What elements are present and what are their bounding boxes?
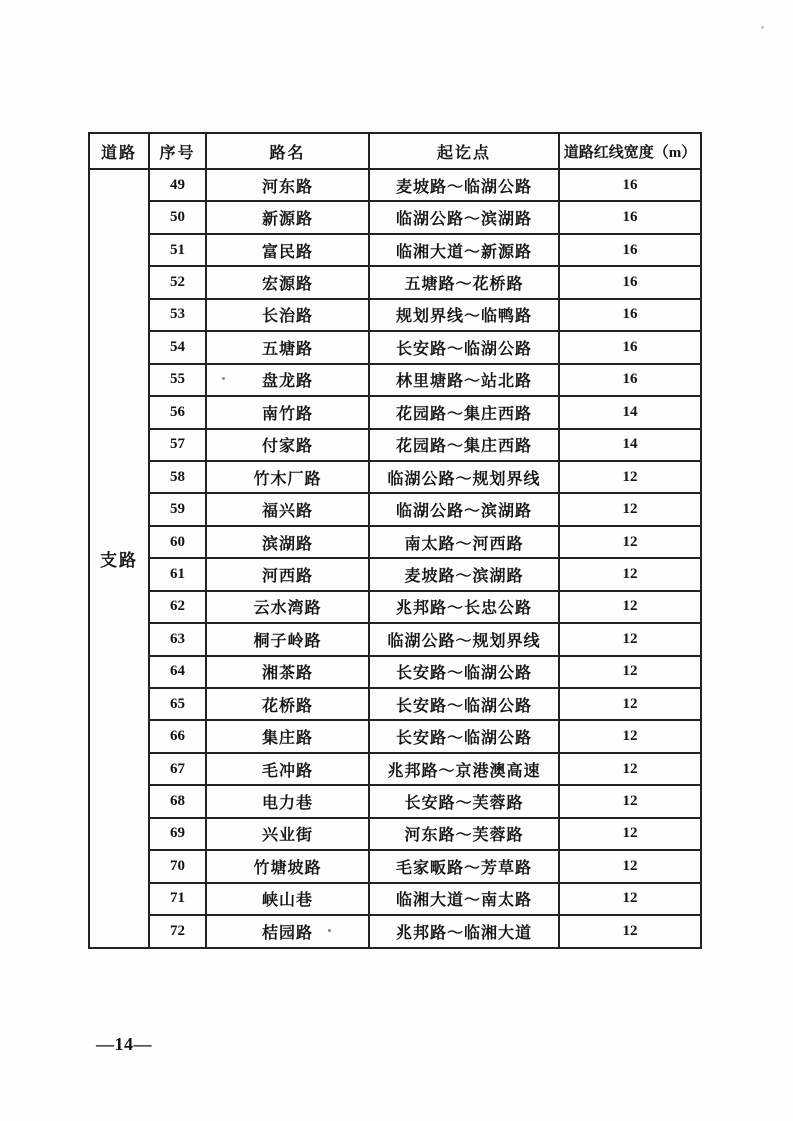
row-number-cell: 54 — [149, 331, 206, 363]
road-width-cell: 16 — [559, 299, 701, 331]
road-extent-cell: 长安路～临湖公路 — [369, 688, 559, 720]
road-extent-cell: 规划界线～临鸭路 — [369, 299, 559, 331]
scan-speck — [761, 26, 764, 29]
road-width-cell: 12 — [559, 493, 701, 525]
road-name-cell: 毛冲路 — [206, 753, 369, 785]
row-number-cell: 72 — [149, 915, 206, 947]
header-road-extent: 起讫点 — [369, 133, 559, 169]
table-row — [89, 753, 701, 785]
road-name-cell: 湘茶路 — [206, 656, 369, 688]
table-row — [89, 169, 701, 201]
road-name-cell: 兴业街 — [206, 818, 369, 850]
road-extent-cell: 兆邦路～临湘大道 — [369, 915, 559, 947]
table-row — [89, 234, 701, 266]
road-extent-cell: 临湖公路～规划界线 — [369, 623, 559, 655]
table-row — [89, 299, 701, 331]
road-extent-cell: 南太路～河西路 — [369, 526, 559, 558]
road-width-cell: 16 — [559, 169, 701, 201]
road-extent-cell: 河东路～芙蓉路 — [369, 818, 559, 850]
row-number-cell: 62 — [149, 591, 206, 623]
road-width-cell: 16 — [559, 331, 701, 363]
road-width-cell: 12 — [559, 461, 701, 493]
header-row — [89, 133, 701, 169]
table-row — [89, 493, 701, 525]
table-row — [89, 883, 701, 915]
page-number: —14— — [96, 1034, 152, 1054]
road-name-cell: 宏源路 — [206, 266, 369, 298]
road-name-cell: 桐子岭路 — [206, 623, 369, 655]
table-row — [89, 266, 701, 298]
road-name-cell: 桔园路 — [206, 915, 369, 947]
row-number-cell: 49 — [149, 169, 206, 201]
table-row — [89, 720, 701, 752]
road-name-cell: 富民路 — [206, 234, 369, 266]
scan-speck — [222, 377, 225, 380]
road-width-cell: 12 — [559, 656, 701, 688]
road-extent-cell: 兆邦路～长忠公路 — [369, 591, 559, 623]
row-number-cell: 63 — [149, 623, 206, 655]
road-name-cell: 河东路 — [206, 169, 369, 201]
table-row — [89, 201, 701, 233]
row-number-cell: 56 — [149, 396, 206, 428]
road-extent-cell: 花园路～集庄西路 — [369, 396, 559, 428]
table-row — [89, 818, 701, 850]
road-name-cell: 长治路 — [206, 299, 369, 331]
road-name-cell: 滨湖路 — [206, 526, 369, 558]
table-row — [89, 591, 701, 623]
road-extent-cell: 长安路～芙蓉路 — [369, 785, 559, 817]
table-row — [89, 915, 701, 947]
road-name-cell: 峡山巷 — [206, 883, 369, 915]
row-number-cell: 60 — [149, 526, 206, 558]
header-road-name: 路名 — [206, 133, 369, 169]
road-name-cell: 南竹路 — [206, 396, 369, 428]
road-width-cell: 12 — [559, 558, 701, 590]
road-width-cell: 12 — [559, 526, 701, 558]
road-width-cell: 12 — [559, 623, 701, 655]
row-number-cell: 61 — [149, 558, 206, 590]
road-extent-cell: 临湖公路～滨湖路 — [369, 201, 559, 233]
table-row — [89, 688, 701, 720]
road-width-cell: 14 — [559, 396, 701, 428]
table-row — [89, 331, 701, 363]
road-width-cell: 16 — [559, 364, 701, 396]
table-row — [89, 461, 701, 493]
row-number-cell: 55 — [149, 364, 206, 396]
road-width-cell: 12 — [559, 591, 701, 623]
row-number-cell: 51 — [149, 234, 206, 266]
road-category-cell: 支路 — [89, 169, 149, 948]
row-number-cell: 67 — [149, 753, 206, 785]
road-extent-cell: 五塘路～花桥路 — [369, 266, 559, 298]
table-row — [89, 526, 701, 558]
road-width-cell: 16 — [559, 201, 701, 233]
road-width-cell: 12 — [559, 688, 701, 720]
road-name-cell: 花桥路 — [206, 688, 369, 720]
road-extent-cell: 兆邦路～京港澳高速 — [369, 753, 559, 785]
row-number-cell: 66 — [149, 720, 206, 752]
row-number-cell: 53 — [149, 299, 206, 331]
road-extent-cell: 长安路～临湖公路 — [369, 720, 559, 752]
road-extent-cell: 林里塘路～站北路 — [369, 364, 559, 396]
table-row — [89, 656, 701, 688]
table-body — [89, 169, 701, 948]
road-table — [88, 132, 702, 949]
road-extent-cell: 临湘大道～新源路 — [369, 234, 559, 266]
row-number-cell: 58 — [149, 461, 206, 493]
road-width-cell: 12 — [559, 720, 701, 752]
table-row — [89, 429, 701, 461]
road-name-cell: 竹塘坡路 — [206, 850, 369, 882]
road-name-cell: 竹木厂路 — [206, 461, 369, 493]
road-extent-cell: 毛家畈路～芳草路 — [369, 850, 559, 882]
road-name-cell: 河西路 — [206, 558, 369, 590]
road-extent-cell: 临湖公路～规划界线 — [369, 461, 559, 493]
road-name-cell: 新源路 — [206, 201, 369, 233]
road-width-cell: 12 — [559, 883, 701, 915]
table-row — [89, 850, 701, 882]
row-number-cell: 68 — [149, 785, 206, 817]
road-name-cell: 云水湾路 — [206, 591, 369, 623]
road-name-cell: 盘龙路 — [206, 364, 369, 396]
road-width-cell: 16 — [559, 266, 701, 298]
row-number-cell: 50 — [149, 201, 206, 233]
road-extent-cell: 临湖公路～滨湖路 — [369, 493, 559, 525]
road-width-cell: 12 — [559, 753, 701, 785]
road-extent-cell: 长安路～临湖公路 — [369, 331, 559, 363]
table-row — [89, 364, 701, 396]
table-row — [89, 396, 701, 428]
road-width-cell: 12 — [559, 850, 701, 882]
road-width-cell: 12 — [559, 915, 701, 947]
road-width-cell: 14 — [559, 429, 701, 461]
row-number-cell: 57 — [149, 429, 206, 461]
scan-speck — [328, 929, 331, 932]
row-number-cell: 70 — [149, 850, 206, 882]
row-number-cell: 65 — [149, 688, 206, 720]
road-width-cell: 12 — [559, 785, 701, 817]
table-row — [89, 785, 701, 817]
row-number-cell: 52 — [149, 266, 206, 298]
header-serial-number: 序号 — [149, 133, 206, 169]
road-name-cell: 付家路 — [206, 429, 369, 461]
road-extent-cell: 长安路～临湖公路 — [369, 656, 559, 688]
road-extent-cell: 麦坡路～滨湖路 — [369, 558, 559, 590]
road-name-cell: 福兴路 — [206, 493, 369, 525]
header-road-category: 道路 — [89, 133, 149, 169]
road-extent-cell: 麦坡路～临湖公路 — [369, 169, 559, 201]
road-name-cell: 集庄路 — [206, 720, 369, 752]
row-number-cell: 69 — [149, 818, 206, 850]
table-row — [89, 558, 701, 590]
road-width-cell: 16 — [559, 234, 701, 266]
header-redline-width: 道路红线宽度（m） — [559, 133, 701, 169]
table-row — [89, 623, 701, 655]
road-width-cell: 12 — [559, 818, 701, 850]
road-extent-cell: 临湘大道～南太路 — [369, 883, 559, 915]
road-extent-cell: 花园路～集庄西路 — [369, 429, 559, 461]
road-name-cell: 电力巷 — [206, 785, 369, 817]
row-number-cell: 59 — [149, 493, 206, 525]
row-number-cell: 64 — [149, 656, 206, 688]
road-name-cell: 五塘路 — [206, 331, 369, 363]
row-number-cell: 71 — [149, 883, 206, 915]
